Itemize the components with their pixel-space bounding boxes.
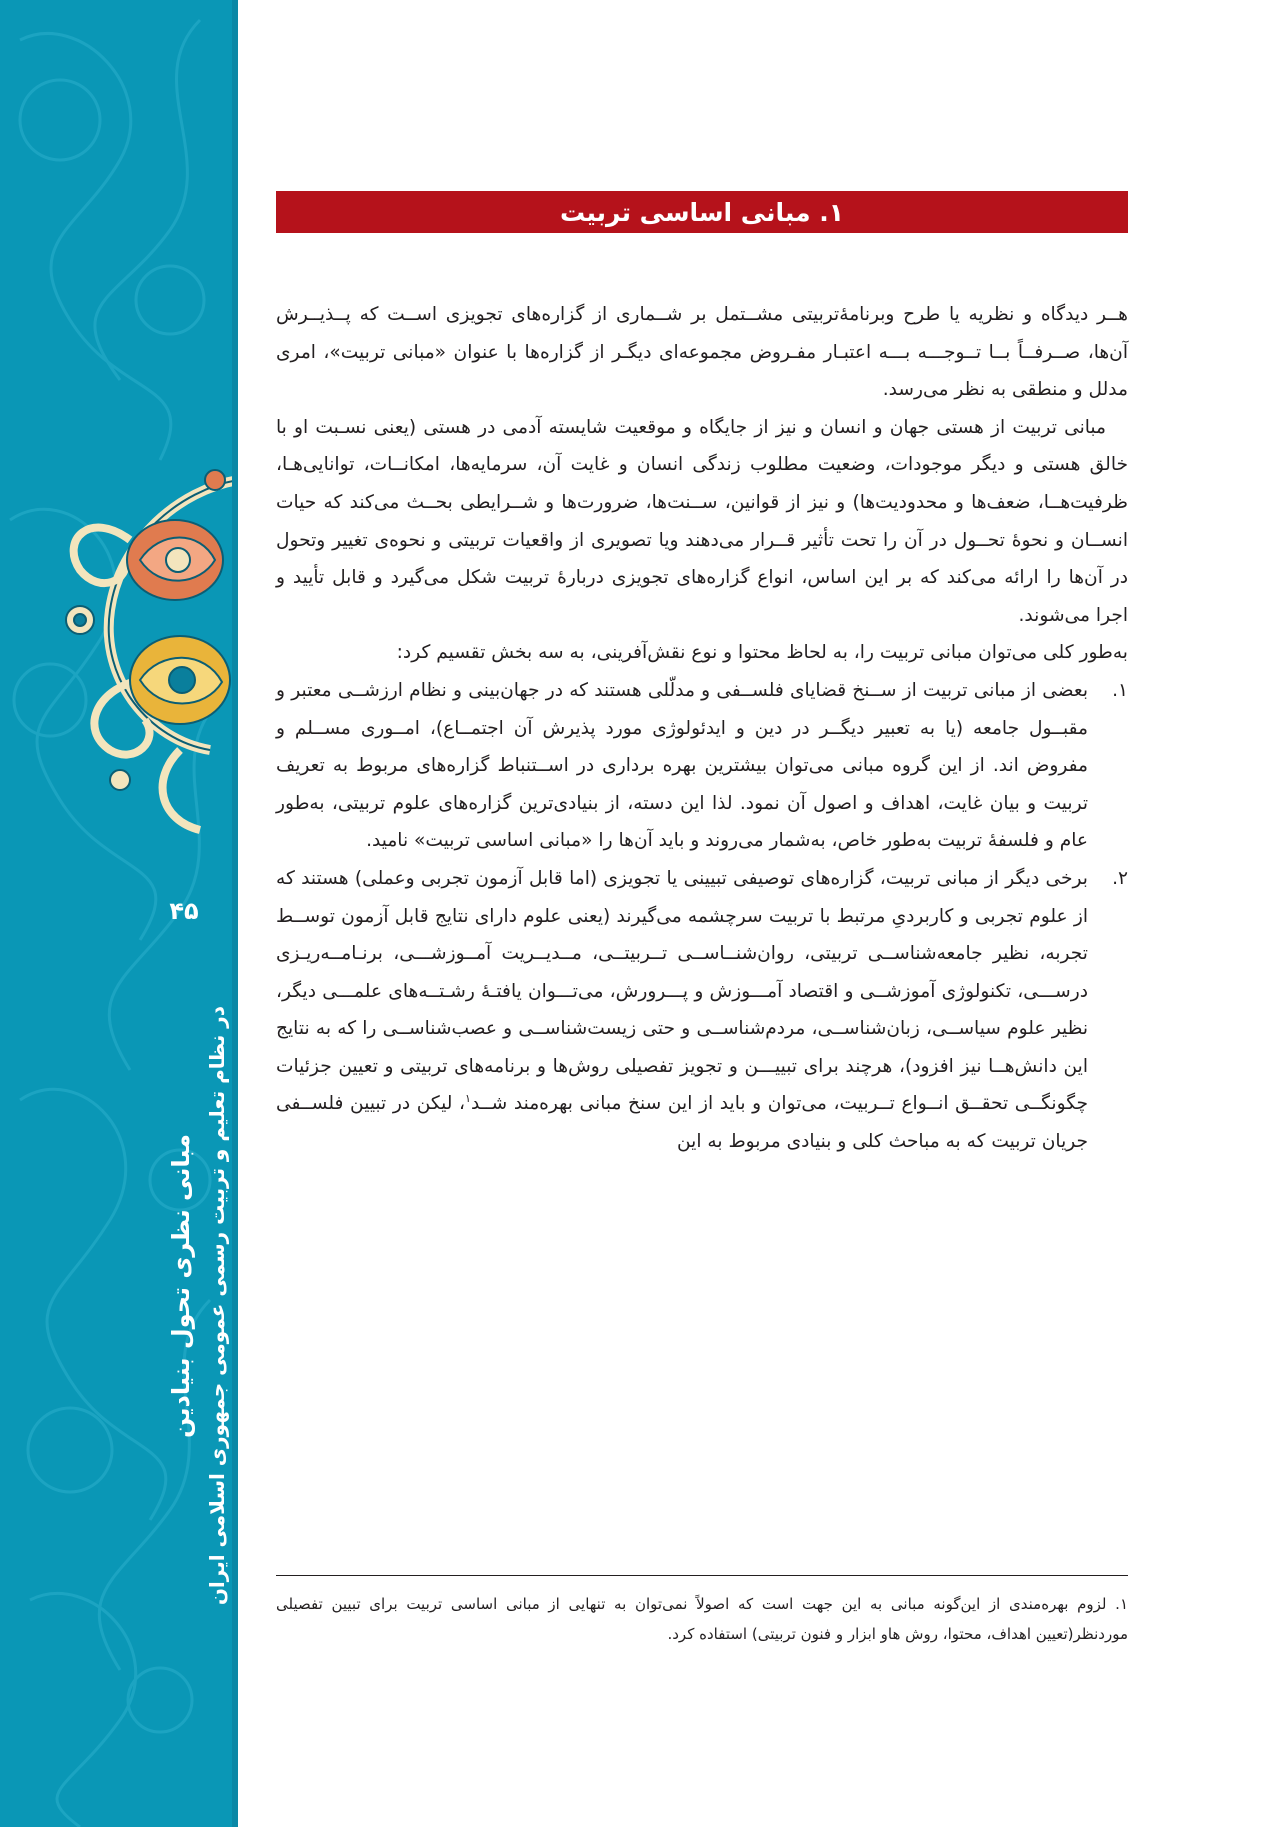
list-item-text: برخی دیگر از مبانی تربیت، گزاره‌های توصیفی تبیینی یا تجویزی (اما قابل آزمون تجربی وعملی) هستند که از علوم تجربی و کاربردیِ مرتبط با تربیت سرچشمه می‌گیرند (یعنی علوم دارای نتایج قابل آزمون توســط تجربه، نظیر جامعه‌شناســی تربیتی، روان‌شنــاســی تــربیتــی، مــدیــریت آمــوزشـــی، برنـامــه‌ریـزی درســـی، تکنولوژی آموزشــی و اقتصاد آمـــوزش و پـــرورش، می‌تـــوان یافتـۀ رشـتــه‌های علمـــی دیگر، نظیر علوم سیاســی، زبان‌شناســی، مردم‌شناســی و حتی زیست‌شناســی و عصب‌شناســی را که به نتایج این دانش‌هــا نیز افزود)، هرچند برای تبییـــن و تجویز تفصیلی روش‌ها و برنامه‌های تربیتی و تعیین جزئیات چگونگــی تحقــق انــواع تــربیت، می‌توان و باید از این سنخ مبانی بهره‌مند شــد (276, 867, 1088, 1115)
list-item-text: بعضی از مبانی تربیت از ســنخ قضایای فلســفی و مدلّلی هستند که در جهان‌بینی و نظام ارزشــی معتبر و مقبــول جامعه (یا به تعبیر دیگــر در دین و ایدئولوژی مورد پذیرش آن اجتمــاع)، امــوری مســلم و مفروض اند. از این گروه مبانی می‌توان بیشترین بهره برداری در اســتنباط گزاره‌های مربوط به تعریف تربیت و بیان غایت، اهداف و اصول آن نمود. لذا این دسته، از بنیادی‌ترین گزاره‌های علوم تربیتی، به‌طور عام و فلسفۀ تربیت به‌طور خاص، به‌شمار می‌روند و باید آن‌ها را «مبانی اساسی تربیت» نامید. (276, 679, 1088, 852)
page-number: ۴۵ (169, 897, 199, 925)
list-item-number: ۱. (1112, 679, 1128, 701)
running-head-subtitle: در نظام تعلیم و تربیت رسمی عمومی جمهوری اسلامی ایران (205, 1006, 229, 1606)
list-item-number: ۲. (1112, 867, 1128, 889)
list-item (276, 860, 1128, 1161)
numbered-list (276, 672, 1128, 1161)
section-title: ۱. مبانی اساسی تربیت (559, 197, 845, 227)
floral-arabesque-ornament-icon (0, 420, 238, 840)
footnote-reference[interactable]: ۱ (465, 1092, 471, 1106)
footnote: ۱. لزوم بهره‌مندی از این‌گونه مبانی به این جهت است که اصولاً نمی‌توان به تنهایی از مبانی اساسی تربیت برای تبیین تفصیلی موردنظر(تعیین اهداف، محتوا، روش هاو ابزار و فنون تربیتی) استفاده کرد. (276, 1595, 1128, 1643)
list-item-text-continued: ، لیکن در تبیین فلســفی جریان تربیت که به مباحث کلی و بنیادی مربوط به این (276, 1093, 1088, 1153)
paragraph: هــر دیدگاه و نظریه یا طرح وبرنامۀتربیتی مشــتمل بر شــماری از گزاره‌های تجویزی اســت که پــذیــرش آن‌ها، صــرفــاً بــا تــوجـــه بـــه اعتبـار مفـروض مجموعه‌ای دیگـر از گزاره‌ها با عنوان «مبانی تربیت»، امری مدلل و منطقی به نظر می‌رسد. (276, 304, 1128, 401)
footnote-divider (276, 1575, 1128, 1576)
paragraph: به‌طور کلی می‌توان مبانی تربیت را، به لحاظ محتوا و نوع نقش‌آفرینی، به سه بخش تقسیم کرد: (396, 642, 1128, 664)
body-text (276, 296, 1128, 1161)
paragraph: مبانی تربیت از هستی جهان و انسان و نیز از جایگاه و موقعیت شایسته آدمی در هستی (یعنی نسـبت او با خالق هستی و دیگر موجودات، وضعیت مطلوب زندگی انسان و غایت آن، سرمایه‌ها، امکانــات، توانایی‌هـا، ظرفیت‌هــا، ضعف‌ها و محدودیت‌ها) و نیز از قوانین، ســنت‌ها، ضرورت‌ها و شــرایطی بحــث می‌کند که حیات انســان و نحوۀ تحــول در آن را تحت تأثیر قــرار می‌دهند ویا تصویری از واقعیات تربیتی و نحوه‌ی تغییر وتحول در آن‌ها را ارائه می‌کند که بر این اساس، انواع گزاره‌های تجویزی دربارۀ تربیت شکل می‌گیرد و قابل تأیید و اجرا می‌شوند. (276, 416, 1128, 626)
running-head-title: مبانی نظری تحول بنیادین (167, 1133, 195, 1439)
running-head (118, 1006, 278, 1606)
section-heading (276, 191, 1128, 233)
list-item (276, 672, 1128, 860)
